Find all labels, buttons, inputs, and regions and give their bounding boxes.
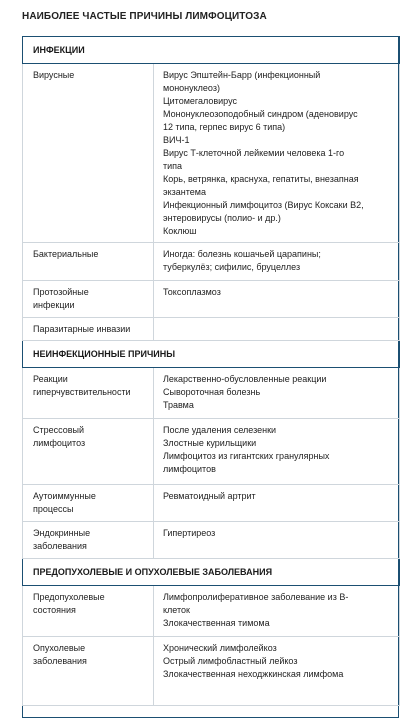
item-line: Коклюш — [163, 226, 197, 236]
label-line: Бактериальные — [33, 249, 99, 259]
item-line: Корь, ветрянка, краснуха, гепатиты, внезапная — [163, 174, 359, 184]
row-label — [23, 318, 153, 336]
label-line: Эндокринные — [33, 528, 91, 538]
item-line: Лимфоцитоз из гигантских гранулярных — [163, 451, 330, 461]
item-line: Сывороточная болезнь — [163, 387, 261, 397]
section-header-infections — [23, 37, 400, 64]
row-label — [23, 522, 153, 553]
table-row — [23, 243, 400, 281]
item-line: Травма — [163, 400, 194, 410]
label-line: заболевания — [33, 541, 87, 551]
item-line: Злостные курильщики — [163, 438, 257, 448]
table-row — [23, 368, 400, 419]
item-line: экзантема — [163, 187, 206, 197]
item-line: энтеровирусы (полио- и др.) — [163, 213, 281, 223]
row-items — [154, 368, 399, 412]
label-line: Опухолевые — [33, 643, 86, 653]
item-line: После удаления селезенки — [163, 425, 277, 435]
item-line: ВИЧ-1 — [163, 135, 190, 145]
label-line: Реакции — [33, 374, 68, 384]
label-line: Предопухолевые — [33, 592, 105, 602]
row-items — [154, 318, 399, 323]
section-heading: ИНФЕКЦИИ — [33, 45, 85, 55]
row-label — [23, 243, 153, 261]
item-line: типа — [163, 161, 183, 171]
table-row — [23, 419, 400, 485]
item-line: 12 типа, герпес вирус 6 типа) — [163, 122, 286, 132]
item-line: Злокачественная тимома — [163, 618, 270, 628]
row-label — [23, 64, 153, 82]
section-header-noninfectious — [23, 341, 400, 368]
label-line: Протозойные — [33, 287, 89, 297]
row-label — [23, 586, 153, 617]
item-line: Ревматоидный артрит — [163, 491, 256, 501]
section-heading: НЕИНФЕКЦИОННЫЕ ПРИЧИНЫ — [33, 349, 176, 359]
item-line: Хронический лимфолейкоз — [163, 643, 277, 653]
row-items — [154, 637, 399, 681]
row-items — [154, 243, 399, 274]
table-title: НАИБОЛЕЕ ЧАСТЫЕ ПРИЧИНЫ ЛИМФОЦИТОЗА — [22, 11, 267, 22]
label-line: процессы — [33, 504, 74, 514]
label-line: инфекции — [33, 300, 75, 310]
section-heading: ПРЕДОПУХОЛЕВЫЕ И ОПУХОЛЕВЫЕ ЗАБОЛЕВАНИЯ — [33, 567, 273, 577]
row-items — [154, 586, 399, 630]
label-line: лимфоцитоз — [33, 438, 86, 448]
item-line: Злокачественная неходжкинская лимфома — [163, 669, 344, 679]
label-line: состояния — [33, 605, 76, 615]
item-line: клеток — [163, 605, 190, 615]
causes-table — [22, 36, 400, 706]
item-line: Гипертиреоз — [163, 528, 216, 538]
item-line: Острый лимфобластный лейкоз — [163, 656, 298, 666]
label-line: заболевания — [33, 656, 87, 666]
label-line: Стрессовый — [33, 425, 85, 435]
table-row — [23, 586, 400, 637]
table-row — [23, 637, 400, 706]
item-line: Лимфопролиферативное заболевание из В- — [163, 592, 349, 602]
row-label — [23, 419, 153, 450]
label-line: Паразитарные инвазии — [33, 324, 131, 334]
table-row — [23, 318, 400, 341]
label-line: гиперчувствительности — [33, 387, 131, 397]
label-line: Вирусные — [33, 70, 75, 80]
table-row — [23, 281, 400, 318]
row-items — [154, 281, 399, 299]
table-row — [23, 522, 400, 559]
table-row — [23, 485, 400, 522]
row-label — [23, 637, 153, 668]
item-line: Токсоплазмоз — [163, 287, 221, 297]
row-items — [154, 64, 399, 238]
label-line: Аутоиммунные — [33, 491, 96, 501]
item-line: Вирус Т-клеточной лейкемии человека 1-го — [163, 148, 345, 158]
item-line: мононуклеоз) — [163, 83, 220, 93]
item-line: Инфекционный лимфоцитоз (Вирус Коксаки В2, — [163, 200, 364, 210]
item-line: Цитомегаловирус — [163, 96, 237, 106]
item-line: Вирус Эпштейн-Барр (инфекционный — [163, 70, 321, 80]
row-items — [154, 522, 399, 540]
row-items — [154, 419, 399, 476]
item-line: лимфоцитов — [163, 464, 216, 474]
item-line: Иногда: болезнь кошачьей царапины; — [163, 249, 321, 259]
section-header-tumors — [23, 559, 400, 586]
row-items — [154, 485, 399, 503]
row-label — [23, 368, 153, 399]
item-line: туберкулёз; сифилис, бруцеллез — [163, 262, 301, 272]
item-line: Мононуклеозоподобный синдром (аденовирус — [163, 109, 358, 119]
item-line: Лекарственно-обусловленные реакции — [163, 374, 327, 384]
table-row — [23, 64, 400, 243]
row-label — [23, 485, 153, 516]
row-label — [23, 281, 153, 312]
